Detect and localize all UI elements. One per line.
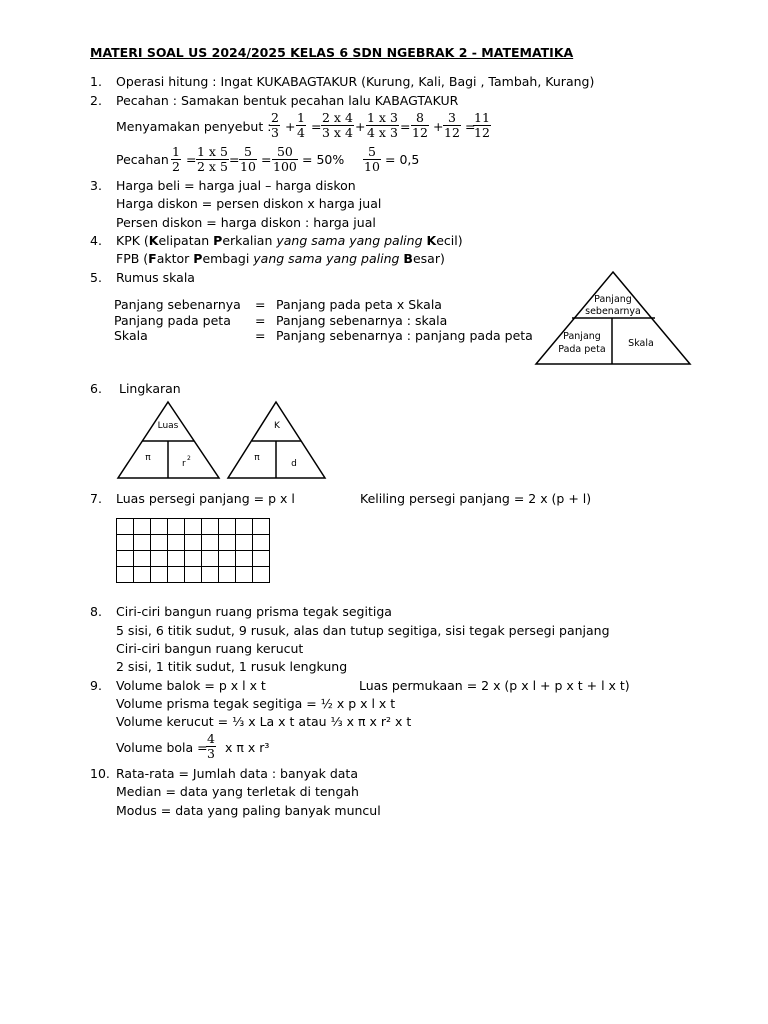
fraction-3-12: $\frac{3}{12}$ [444,110,460,140]
item-3-line-3: Persen diskon = harga diskon : harga jual [116,215,376,230]
fraction-5-10: $\frac{5}{10}$ [240,144,256,174]
item-8-line-4: 2 sisi, 1 titik sudut, 1 rusuk lengkung [116,659,348,674]
grid-cell [202,519,219,535]
item-number-4: 4. [90,233,102,248]
skala-triangle-left-line2: Pada peta [558,344,606,355]
item-1-text: Operasi hitung : Ingat KUKABAGTAKUR (Kurung, Kali, Bagi , Tambah, Kurang) [116,74,595,89]
fraction-8-12: $\frac{8}{12}$ [412,110,428,140]
grid-row [117,567,270,583]
operator: = [261,152,272,167]
grid-cell [202,551,219,567]
grid-cell [202,535,219,551]
fraction-4-3: $\frac{4}{3}$ [207,731,215,761]
item-5-text: Rumus skala [116,270,195,285]
grid-cell [151,567,168,583]
operator: = [311,119,322,134]
item-number-9: 9. [90,678,102,693]
grid-cell [117,567,134,583]
fraction-5-10-b: $\frac{5}{10}$ [364,144,380,174]
sphere-volume-label: Volume bola = [116,740,208,755]
grid-cell [236,535,253,551]
skala-row-1-value: Panjang pada peta x Skala [276,297,442,312]
decimal-result: = 0,5 [385,152,420,167]
box-volume-formula: Volume balok = p x l x t [116,678,266,693]
grid-cell [168,519,185,535]
rectangle-grid [116,518,270,583]
grid-cell [168,567,185,583]
cone-volume-formula: Volume kerucut = ⅓ x La x t atau ⅓ x π x r² x t [116,714,412,729]
skala-triangle-top-line1: Panjang [594,294,632,305]
radius-symbol: r [182,459,186,469]
grid-cell [185,535,202,551]
grid-cell [202,567,219,583]
percent-result: = 50% [302,152,345,167]
grid-cell [134,519,151,535]
operator: + [355,119,366,134]
grid-cell [117,535,134,551]
grid-cell [219,535,236,551]
item-number-2: 2. [90,93,102,108]
grid-cell [134,567,151,583]
item-8-line-1: Ciri-ciri bangun ruang prisma tegak segitiga [116,604,392,619]
grid-cell [236,551,253,567]
fraction-label: Pecahan [116,152,169,167]
grid-cell [253,567,270,583]
grid-row [117,519,270,535]
operator: = [186,152,197,167]
skala-row-3-label: Skala [114,328,148,343]
operator: + [285,119,296,134]
fpb-definition: FPB (Faktor Pembagi yang sama yang paling Besar) [116,251,445,266]
grid-cell [151,535,168,551]
circle-area-triangle [114,398,224,482]
grid-cell [168,551,185,567]
fraction-11-12: $\frac{11}{12}$ [474,110,490,140]
radius-exponent: 2 [187,455,191,462]
fraction-1x3-4x3: $\frac{1 x 3}{4 x 3}$ [367,110,398,140]
median-definition: Median = data yang terletak di tengah [116,784,359,799]
circumference-triangle-top: K [274,421,280,431]
grid-cell [253,535,270,551]
item-8-line-3: Ciri-ciri bangun ruang kerucut [116,641,304,656]
grid-cell [117,519,134,535]
pi-symbol: π [254,453,260,463]
operator: = [229,152,240,167]
surface-area-formula: Luas permukaan = 2 x (p x l + p x t + l x t) [359,678,630,693]
kpk-definition: KPK (Kelipatan Perkalian yang sama yang paling Kecil) [116,233,463,248]
mode-definition: Modus = data yang paling banyak muncul [116,803,381,818]
item-2-text: Pecahan : Samakan bentuk pecahan lalu KABAGTAKUR [116,93,459,108]
grid-cell [219,551,236,567]
fraction-2x4-3x4: $\frac{2 x 4}{3 x 4}$ [322,110,353,140]
operator: = [400,119,411,134]
grid-cell [253,519,270,535]
grid-cell [185,567,202,583]
grid-row [117,551,270,567]
area-triangle-top: Luas [157,421,179,431]
diameter-symbol: d [291,459,297,469]
item-number-7: 7. [90,491,102,506]
fraction-50-100: $\frac{50}{100}$ [273,144,297,174]
item-number-1: 1. [90,74,102,89]
mean-definition: Rata-rata = Jumlah data : banyak data [116,766,358,781]
grid-cell [185,519,202,535]
equalize-denominator-label: Menyamakan penyebut : [116,119,272,134]
grid-cell [117,551,134,567]
item-number-10: 10. [90,766,110,781]
grid-cell [219,567,236,583]
grid-row [117,535,270,551]
grid-cell [236,567,253,583]
page-title: MATERI SOAL US 2024/2025 KELAS 6 SDN NGEBRAK 2 - MATEMATIKA [90,45,574,60]
item-3-line-2: Harga diskon = persen diskon x harga jual [116,196,382,211]
circle-circumference-triangle [224,398,330,482]
item-number-8: 8. [90,604,102,619]
grid-cell [151,519,168,535]
item-6-text: Lingkaran [119,381,181,396]
grid-cell [168,535,185,551]
fraction-2-3: $\frac{2}{3}$ [271,110,279,140]
skala-row-1-eq: = [255,297,266,312]
skala-triangle-left-line1: Panjang [563,331,601,342]
grid-cell [134,551,151,567]
fraction-1-4: $\frac{1}{4}$ [297,110,305,140]
prism-volume-formula: Volume prisma tegak segitiga = ½ x p x l x t [116,696,396,711]
grid-cell [134,535,151,551]
operator: + [433,119,444,134]
grid-cell [185,551,202,567]
item-number-5: 5. [90,270,102,285]
skala-row-1-label: Panjang sebenarnya [114,297,241,312]
skala-row-3-value: Panjang sebenarnya : panjang pada peta [276,328,533,343]
skala-triangle-diagram [530,268,696,370]
fraction-1-2: $\frac{1}{2}$ [172,144,180,174]
skala-triangle-top-line2: sebenarnya [585,306,641,317]
pi-symbol: π [145,453,151,463]
operator: = [465,119,476,134]
skala-row-2-value: Panjang sebenarnya : skala [276,313,448,328]
grid-cell [236,519,253,535]
grid-cell [219,519,236,535]
sphere-volume-rest: x π x r³ [225,740,270,755]
skala-triangle-right: Skala [628,338,654,349]
rectangle-area-formula: Luas persegi panjang = p x l [116,491,295,506]
skala-row-2-eq: = [255,313,266,328]
skala-row-3-eq: = [255,328,266,343]
grid-cell [151,551,168,567]
item-number-6: 6. [90,381,102,396]
fraction-1x5-2x5: $\frac{1 x 5}{2 x 5}$ [197,144,228,174]
rectangle-perimeter-formula: Keliling persegi panjang = 2 x (p + l) [360,491,592,506]
item-number-3: 3. [90,178,102,193]
grid-cell [253,551,270,567]
item-3-line-1: Harga beli = harga jual – harga diskon [116,178,356,193]
skala-row-2-label: Panjang pada peta [114,313,231,328]
item-8-line-2: 5 sisi, 6 titik sudut, 9 rusuk, alas dan tutup segitiga, sisi tegak persegi panjang [116,623,610,638]
